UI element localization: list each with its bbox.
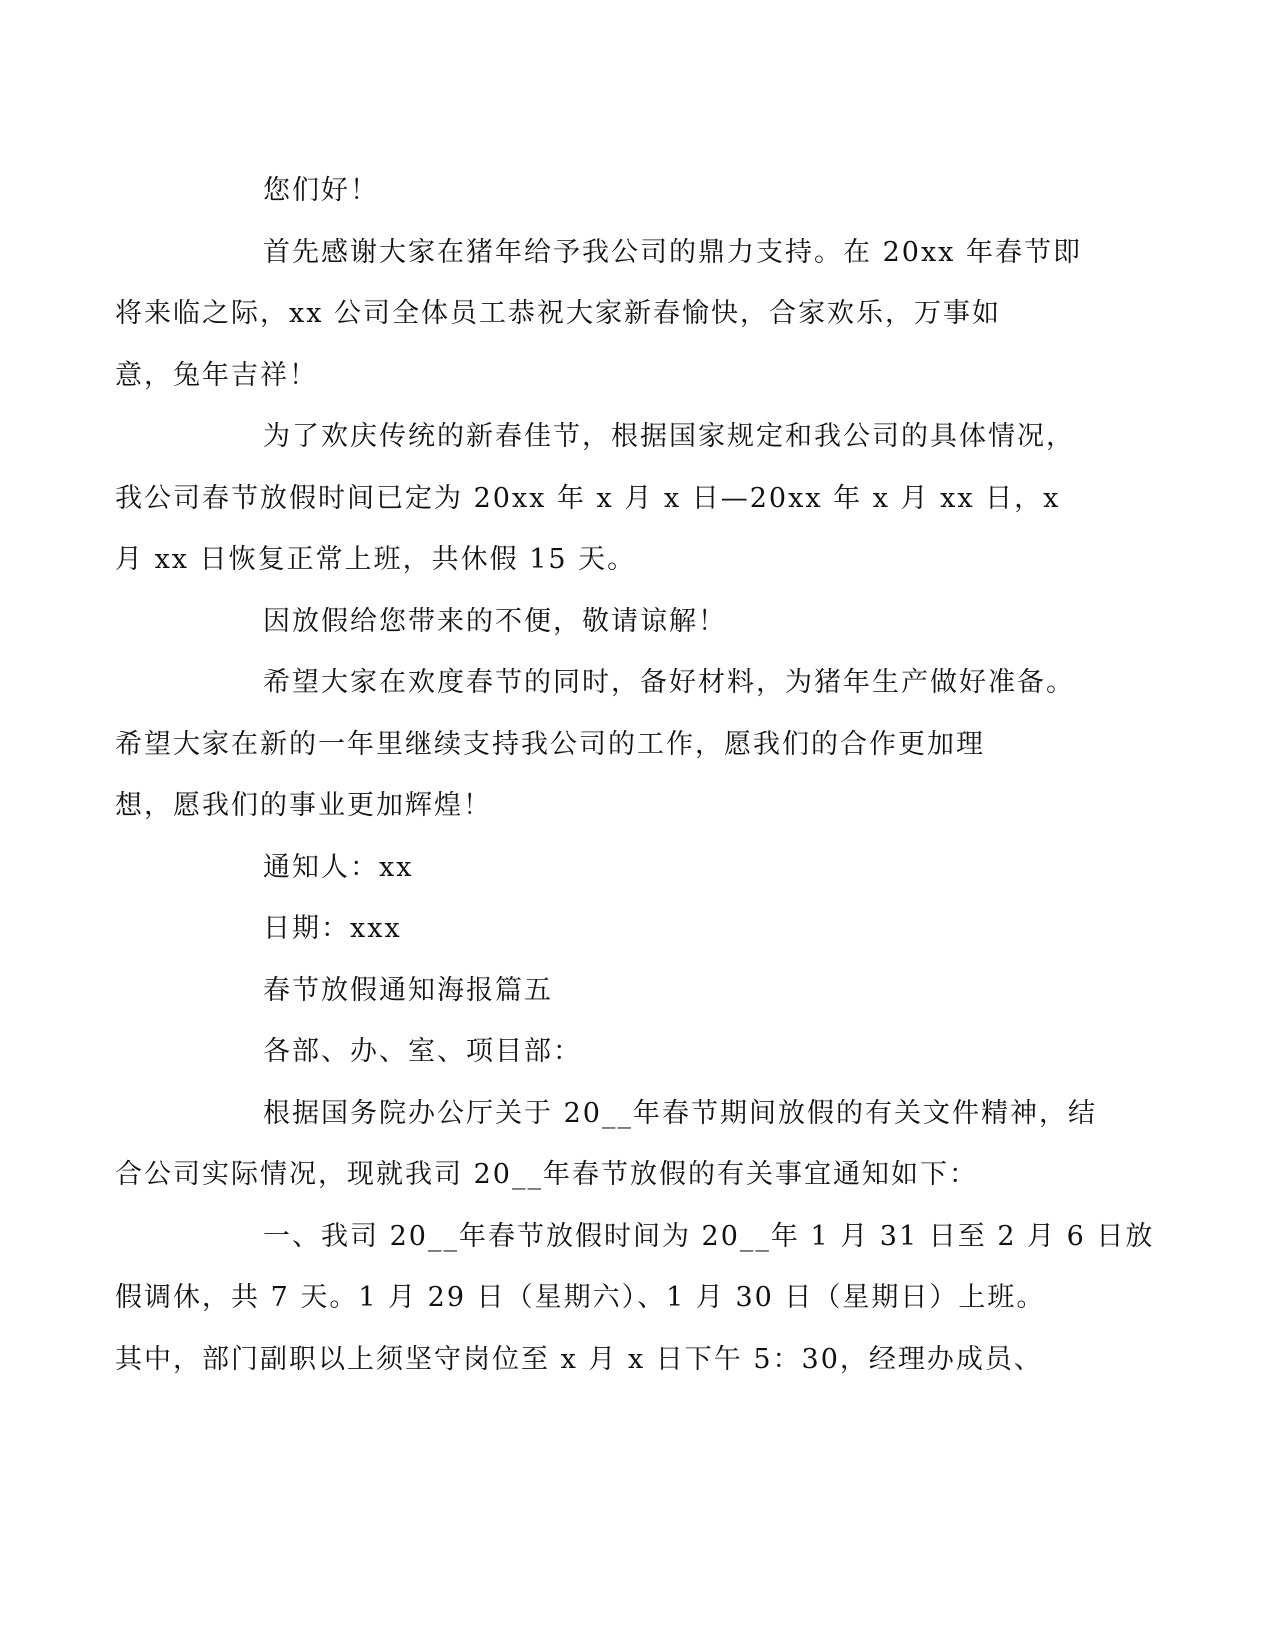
text-line: 根据国务院办公厅关于 20__年春节期间放假的有关文件精神，结 bbox=[263, 1097, 1097, 1129]
basis-paragraph bbox=[115, 1083, 1097, 1206]
text-line: 春节放假通知海报篇五 bbox=[263, 974, 553, 1006]
text-line: 希望大家在新的一年里继续支持我公司的工作，愿我们的合作更加理 bbox=[115, 728, 985, 760]
date-line bbox=[189, 898, 1089, 960]
notifier-line bbox=[189, 837, 1089, 899]
text-line: 我公司春节放假时间已定为 20xx 年 x 月 x 日—20xx 年 x 月 xx 日，x bbox=[115, 482, 1061, 514]
text-line: 希望大家在欢度春节的同时，备好材料，为猪年生产做好准备。 bbox=[263, 667, 1075, 698]
text-line: 通知人：xx bbox=[263, 851, 414, 883]
greeting-paragraph bbox=[189, 160, 1089, 222]
section-heading bbox=[189, 960, 1089, 1022]
holiday-schedule-paragraph bbox=[115, 406, 1089, 591]
text-line: 想，愿我们的事业更加辉煌！ bbox=[115, 790, 492, 821]
item-one-paragraph bbox=[115, 1206, 1155, 1391]
text-line: 因放假给您带来的不便，敬请谅解！ bbox=[263, 605, 727, 637]
text-line: 为了欢庆传统的新春佳节，根据国家规定和我公司的具体情况， bbox=[263, 421, 1075, 452]
text-line: 各部、办、室、项目部： bbox=[263, 1036, 582, 1067]
document-body bbox=[115, 160, 1155, 1390]
text-line: 一、我司 20__年春节放假时间为 20__年 1 月 31 日至 2 月 6 日放 bbox=[263, 1220, 1155, 1252]
text-line: 合公司实际情况，现就我司 20__年春节放假的有关事宜通知如下： bbox=[115, 1159, 978, 1190]
text-line: 月 xx 日恢复正常上班，共休假 15 天。 bbox=[115, 544, 637, 575]
wishes-paragraph bbox=[115, 652, 1089, 837]
thanks-paragraph bbox=[115, 222, 1089, 407]
text-line: 其中，部门副职以上须坚守岗位至 x 月 x 日下午 5：30，经理办成员、 bbox=[115, 1343, 1043, 1375]
text-line: 假调休，共 7 天。1 月 29 日（星期六）、1 月 30 日（星期日）上班。 bbox=[115, 1282, 1046, 1313]
apology-paragraph bbox=[189, 591, 1089, 653]
text-line: 首先感谢大家在猪年给予我公司的鼎力支持。在 20xx 年春节即 bbox=[263, 236, 1082, 268]
text-line: 日期：xxx bbox=[263, 913, 402, 944]
text-line: 将来临之际，xx 公司全体员工恭祝大家新春愉快，合家欢乐，万事如 bbox=[115, 298, 1002, 329]
text-line: 意，兔年吉祥！ bbox=[115, 359, 318, 391]
addressee-line bbox=[189, 1021, 1089, 1083]
text-line: 您们好！ bbox=[263, 175, 379, 206]
